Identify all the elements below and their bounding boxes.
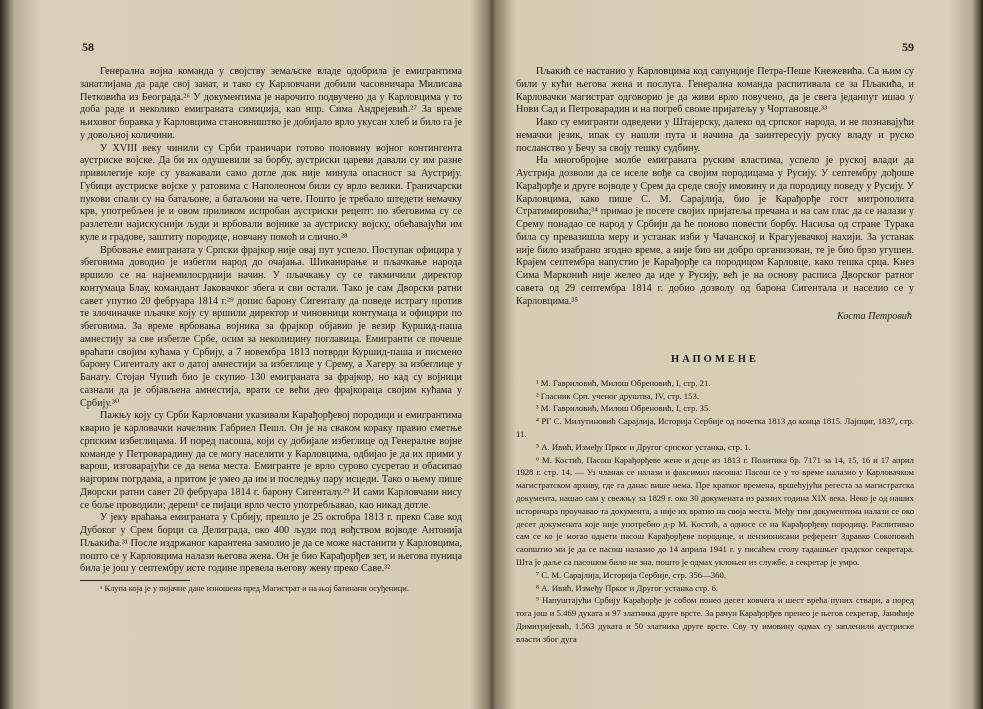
right-page-body — [516, 66, 914, 645]
paragraph: Пљакић се настанио у Карловцима код сапунџије Петра-Пеше Кнежевића. Са њим су били у кући његова жена и послуга. Генерална команда распитивала се за Пљакића, и Карловачки магистрат одговорио је да живи врло повучено, да је свега једанпут ишао у Нови Сад и Петроварадин и на погреб своме пријатељу у Чортановце.³³ — [516, 66, 914, 116]
footnote: ˣ Клупа која је у пијачне дане изношена пред Магистрат и на њој батинани осуђеници. — [100, 584, 409, 593]
page-number-right: 59 — [902, 40, 914, 54]
paragraph: Иако су емигранти одведени у Штајерску, далеко од српског народа, и не познавајући немачки језик, ипак су нашли пута и начина да заинтересују руску владу и руско посланство у Бечу за своју тешку судбину. — [516, 117, 914, 154]
note-item: ⁶ М. Костић, Пасош Карађорђеве жене и деце из 1813 г. Политика бр. 7171 за 14, 15, 16 и 17 април 1928 г. стр. 14. — Уз чланак се налази и факсимил пасоша: Пасош се у то време налазио у Карловачком магистратском архиву, где га данас више нема. Пре кратког времена, вршећујући регеста за магистратска документа, нашао сам у свежњу за 1829 г. око 30 докумената из разних година XIX века. Неко је од наших историчара проучавао та документа, а није их вратио на своја места. Међу тим документима налази се око десет докумената које није употребио д-р М. Костић, а односе се на Карађорђеву породицу. Распитивао сам се ко је могао однети пасош Карађорђеве породице, и пензионисани референт Здравко Сокоповић саопштио ми је да се пасош налазио до 14 априла 1941 г. у писаћем столу тадашњег градског секретара. Шта је даље са пасошом било не зна, пошто је одмах уклоњен из службе, а секретар је умро. — [516, 454, 914, 567]
note-item: ⁴ РГ С. Милутиновић Сарајлија, Историја Сербије од почетка 1813 до конца 1815. Лајпциг, 1837, стр. 11. — [516, 416, 914, 439]
note-item: ⁷ С. М. Сарајлија, Историја Сербије, стр. 356—360. — [536, 569, 727, 580]
note-item: ³ М. Гавриловић, Милош Обреновић, I, стр. 35. — [536, 403, 711, 414]
paragraph: Врбовање емиграната у Српски фрајкор није овај пут успело. Поступак официра у збеговима доводио је избегли народ до очајања. Шиканирање и пљачкање народа вршило се на најнемилосрднији начин. У пљачкању су се такмичили директор контумаца Блау, командант Јаковачког збега и сви остали. Тако је сам Дворски ратни савет упутио 20 фебруара 1814 г.²⁹ допис барону Сигенталу да поведе истрагу против те злочиначке пљачке коју су вршили директор и чиновници контумаца и официри по збеговима. За време врбовања војника за фрајкор објавио је везир Куршид-паша амнестију за све избегле Србе, осим за неколицину поглавица. Емигранти се почеше враћати својим кућама у Србију, а 7 новембра 1813 потврди Куршид-паша и писмено барону Сигенталу акт о датој амнестији за избеглице у Срему, а Хагеру за избеглице у Банату. Стојан Чупић био је скупио 130 емиграната за фрајкор, но кад су војници сазнали да је објављена амнестија, врати се већи део фрајкорaца својим кућама у Србију.³⁰ — [80, 244, 462, 409]
right-page — [494, 0, 983, 709]
paragraph: Генерална војна команда у својству земаљске владе одобрила је емигрантима занатлијама да раде свој занат, и тако су Карловчани добили часовничара Милисава Петковића из Београда.²⁶ У документима је нарочито подвучено да у Карловцима у то доба раде и неколико емиграната симиџија, као нпр. Сима Андрејевић.²⁷ За време њиховог боравка у Карловцима становништво је добијало врло укусан хлеб и било га је у довољној количини. — [80, 66, 462, 141]
paragraph: У XVIII веку чинили су Срби граничари готово половину војног контингента аустриске војске. Да би их одушевили за борбу, аустриски цареви давали су им разне привилегије које су уважавали само дотле док није минула опасност за Аустрију. Губици аустриске војске у ратовима с Наполеоном били су врло велики. Граничарски пукови спали су на батаљоне, а батаљони на чете. Пошто је требало штедети немачку крв, употребљен је и овом приликом испробан аустриски рецепт: по збеговима су се разлетели најискуснији људи и врбовали војнике за аустриску војску, обећавајући им куле и градове, заштиту породице, новчану помоћ и слично.²⁸ — [80, 142, 462, 243]
page-number-left: 58 — [82, 40, 94, 54]
left-page — [0, 0, 490, 709]
left-page-body — [80, 66, 462, 595]
footnote-divider — [80, 580, 190, 581]
note-item: ¹ М. Гавриловић, Милош Обреновић, I, стр. 21. — [536, 377, 711, 388]
author-signature: Коста Петровић — [836, 311, 912, 323]
paragraph: Пажњу коју су Срби Карловчани указивали Карађорђевој породици и емигрантима кварио је карловачки начелник Габриел Пешл. Он је на сваком кораку правио сметње српским избеглицама. И поред пасоша, који су добијале избеглице од Генералне војне команде у Петроварадину да се могу населити у Карловцима, одбијао је да их прими у варош, изговарајући се да нема места. Емигранте је врло сурово сусретао и обасипао најгорим погрдама, а притом је умео да им и последњу пару исцеди. Тако о њему пише Дворски ратни савет 20 фебруара 1814 г. барону Сигенталу.²⁹ И сами Карловчани нису се боље проводили; дерешˣ се пијаци врло често употребљавао, као никад дотле. — [80, 410, 462, 511]
notes-list — [516, 377, 914, 646]
paragraph: На многобројне молбе емиграната руским властима, успело је руској влади да Аустрија дозволи да се иселе вође са својим породицама у Русију. У септембру дођоше Карађорђе и друге војводе у Срем да среде своју имовину и да породицу поведу у Русију. У Карловцима, како пише С. М. Сарајлија, био је Карађорђе гост митрополита Стратимировића;³⁴ примао је посете својих пријатеља пречана и на сам глас да се налази у Срему понадао се народ у Србији да ће поново повести борбу. Насиља од стране Турака била су превазишла меру и устанак изби у Чачанској и Крагујевачкој нахији. За устанак није било изабрано згодно време, а није био ни добро организован, те је био брзо угушен. Крајем септембра напустио је Карађорђе са породицом Карловце, како тешка срца. Кнез Сима Марконић није желео да иде у Русију, већ је на основу расписа Дворског ратног савета од 29 септембра 1814 г. добио дозволу од барона Сигентала и населио се у Карловцима.³⁵ — [516, 155, 914, 307]
paragraph: У јеку враћања емиграната у Србију, прешло је 25 октобра 1813 г. преко Саве код Дубоког у Срем борци са Делиграда, око 400 људи под вођством војводе Антонија Пљакића.³¹ После издржаног карантена замолио је да се може настанити у Карловцима, пошто се у Карловцима налази његова жена. Он је био Карађорђев зет, и његова пуница била је још у септембру исте године превела његову жену преко Саве.³² — [80, 512, 462, 575]
note-item: ⁸ А. Ивић, Између Прког и Другог устанка стр. 6. — [536, 582, 719, 593]
note-item: ⁵ А. Ивић, Између Прког и Другог српског устанка, стр. 1. — [536, 441, 751, 452]
note-item: ⁹ Напуштајући Србију Карађорђе је собом понео десет ковчега и шест врећа пуних ствари, а поред тога још и 5.469 дуката и 97 златника друге врсте. За рачун Карађорђев пренео је његов секретар, Јанићије Димитријевић, 1.563 дуката и 50 златника друге врсте. Сву ту имовину одмах су запленили аустриске власти због дуга — [516, 595, 914, 644]
notes-heading: НАПОМЕНЕ — [671, 354, 759, 365]
note-item: ² Гласник Срп. ученог друштва, IV, стр. 153. — [536, 390, 700, 401]
